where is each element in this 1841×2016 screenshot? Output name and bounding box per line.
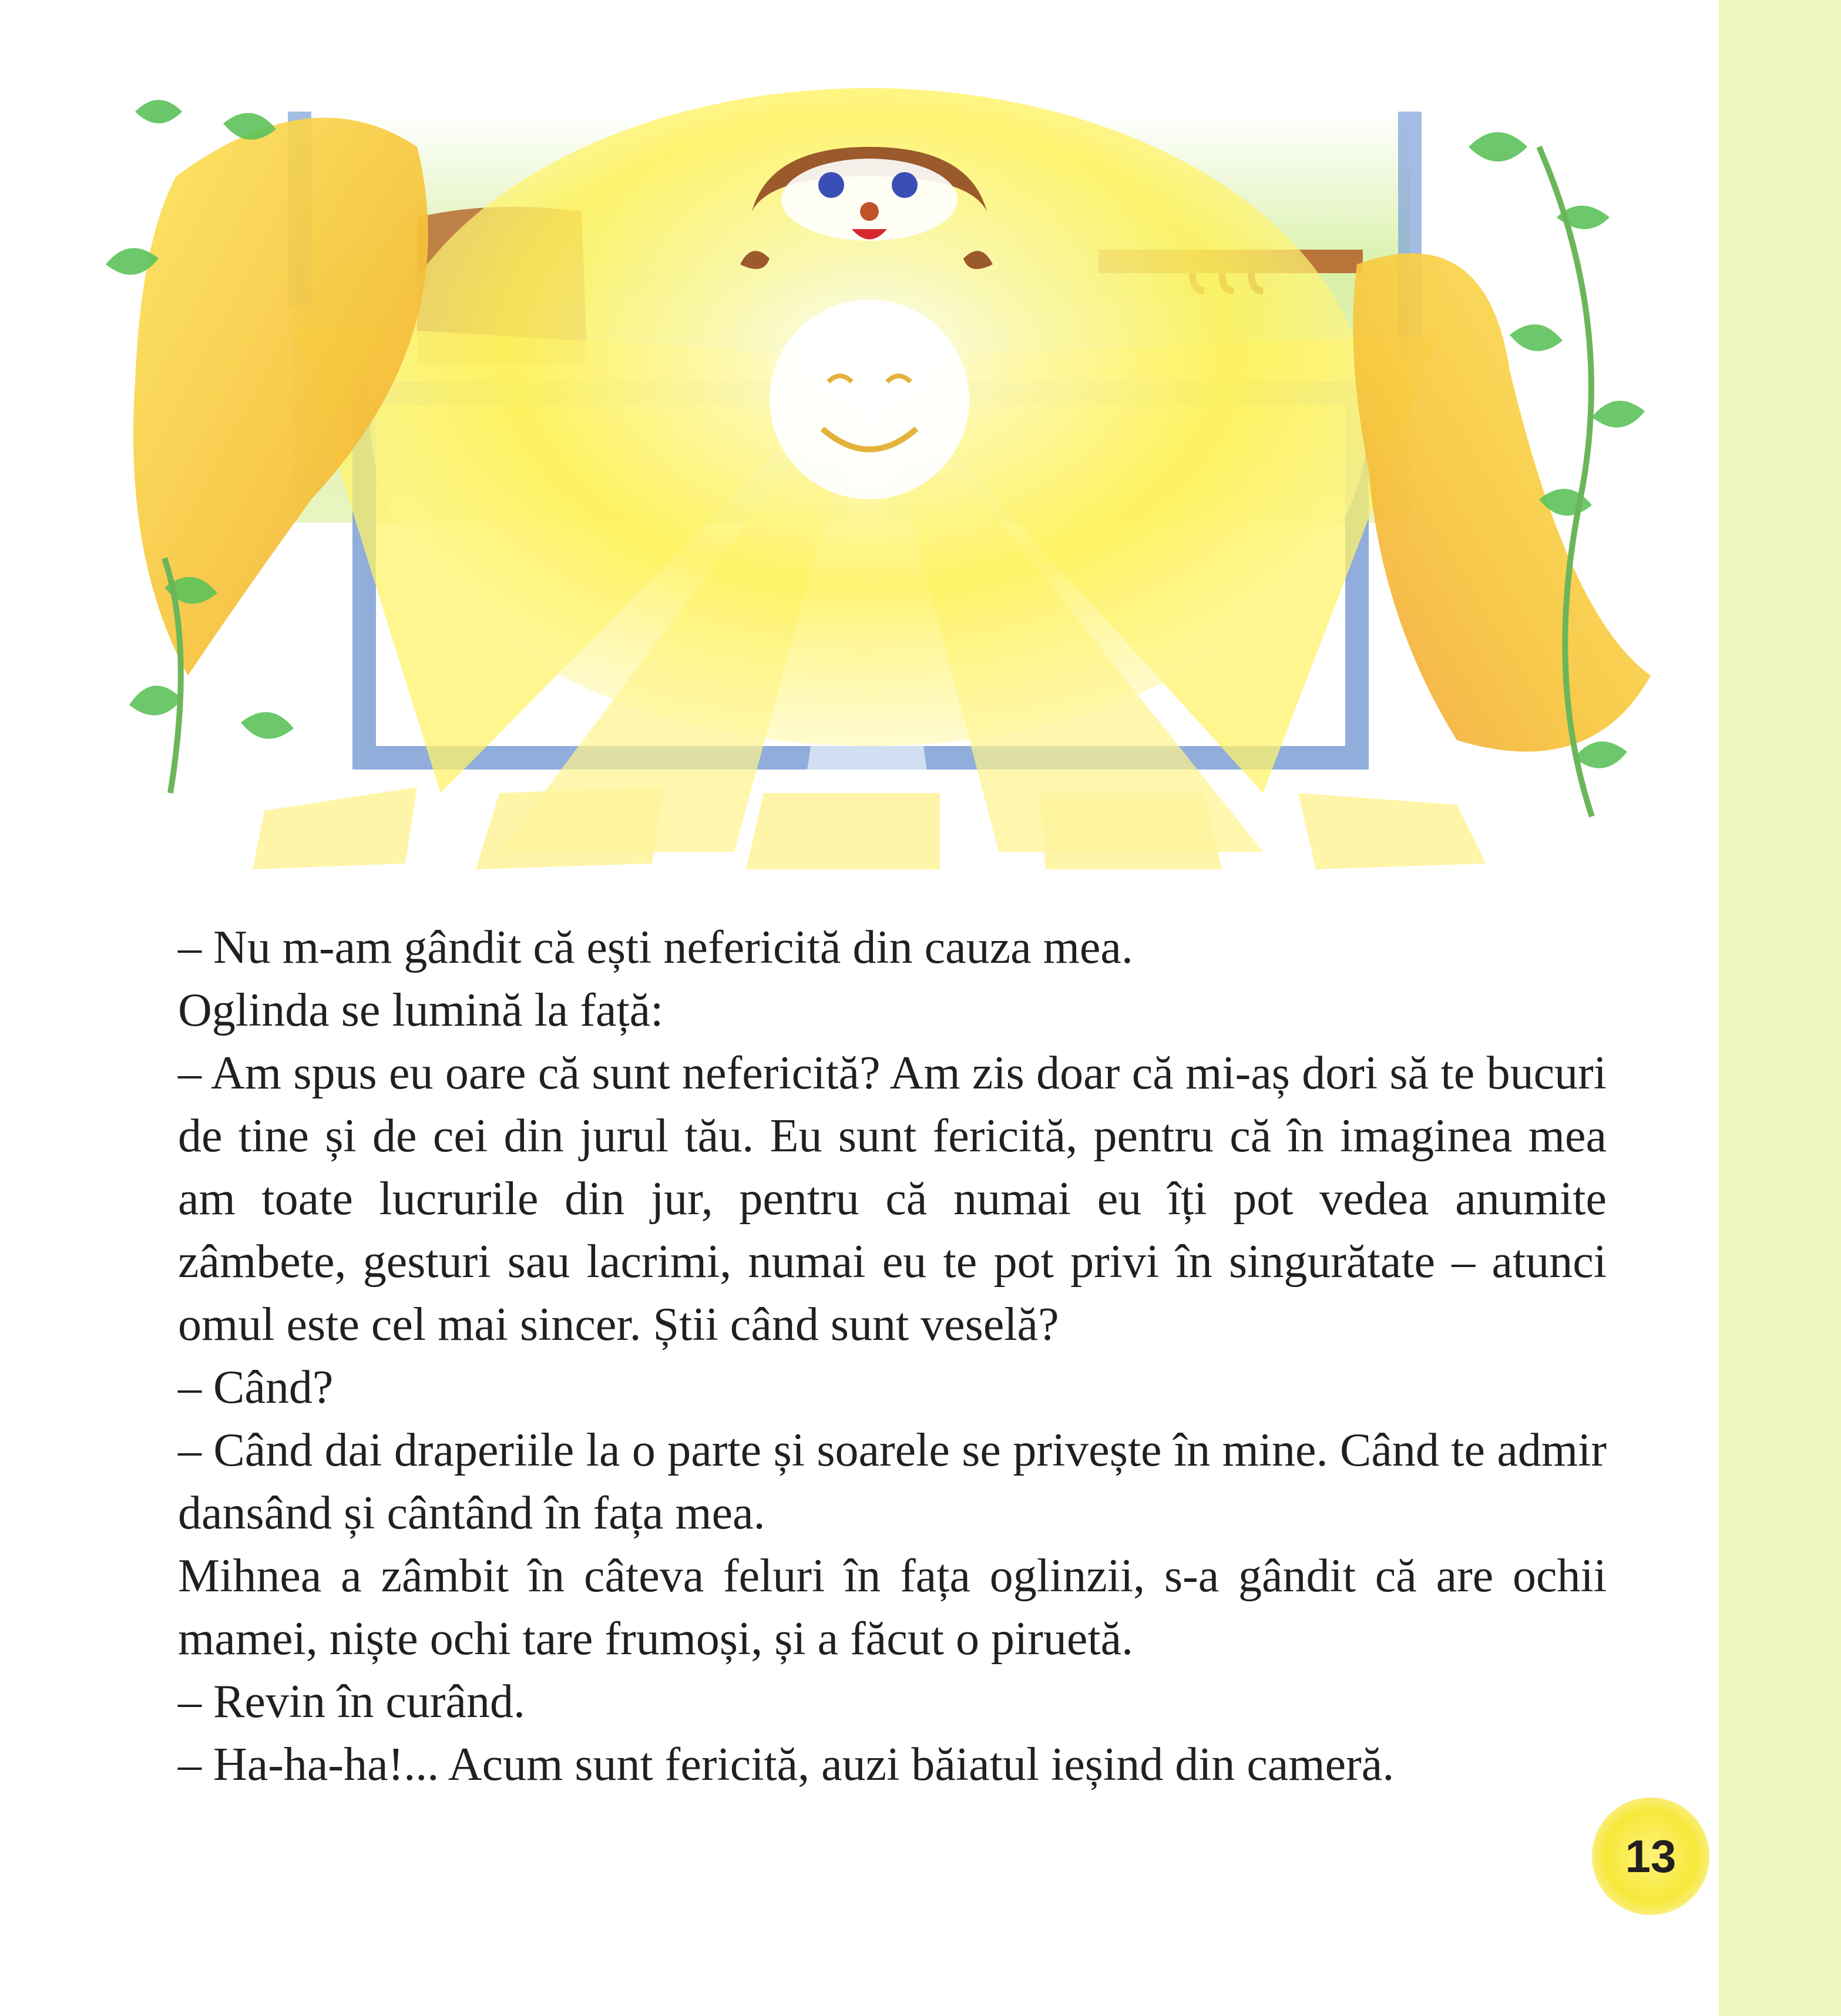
page-number: 13 (1625, 1830, 1677, 1882)
story-paragraph: – Nu m-am gândit că ești nefericită din cauza mea. (178, 922, 1133, 973)
sun-face (770, 300, 969, 499)
mirror-eye-right (892, 172, 918, 198)
side-color-band (1719, 0, 1841, 2016)
curtain-right (1353, 253, 1651, 751)
mirror-eye-left (818, 172, 844, 198)
story-paragraph: – Ha-ha-ha!... Acum sunt fericită, auzi băiatul ieșind din cameră. (178, 1739, 1395, 1790)
story-paragraph: – Când dai draperiile la o parte și soarele se privește în mine. Când te admir dansând și cântând în fața mea. (178, 1424, 1607, 1539)
story-text (178, 916, 1607, 1796)
story-paragraph: – Revin în curând. (178, 1676, 525, 1728)
sunlit-mirror-illustration (88, 88, 1662, 875)
mirror-nose (860, 202, 879, 221)
floor-tiles (253, 787, 1486, 869)
story-paragraph: – Am spus eu oare că sunt nefericită? Am zis doar că mi-aș dori să te bucuri de tine și de cei din jurul tău. Eu sunt fericită, pentru că în imaginea mea am toate lucrurile din jur, pentru că numai eu îți pot vedea anumite zâmbete, gesturi sau lacrimi, numai eu te pot privi în singurătate – atunci omul este cel mai sincer. Știi când sunt veselă? (178, 1047, 1607, 1350)
story-paragraph: – Când? (178, 1362, 334, 1413)
mirror-face (781, 159, 958, 241)
story-paragraph: Mihnea a zâmbit în câteva feluri în fața oglinzii, s-a gândit că are ochii mamei, niște ochi tare frumoși, și a făcut o piruetă. (178, 1550, 1607, 1665)
illustration-canvas (88, 88, 1662, 875)
story-paragraph: Oglinda se lumină la față: (178, 985, 664, 1036)
